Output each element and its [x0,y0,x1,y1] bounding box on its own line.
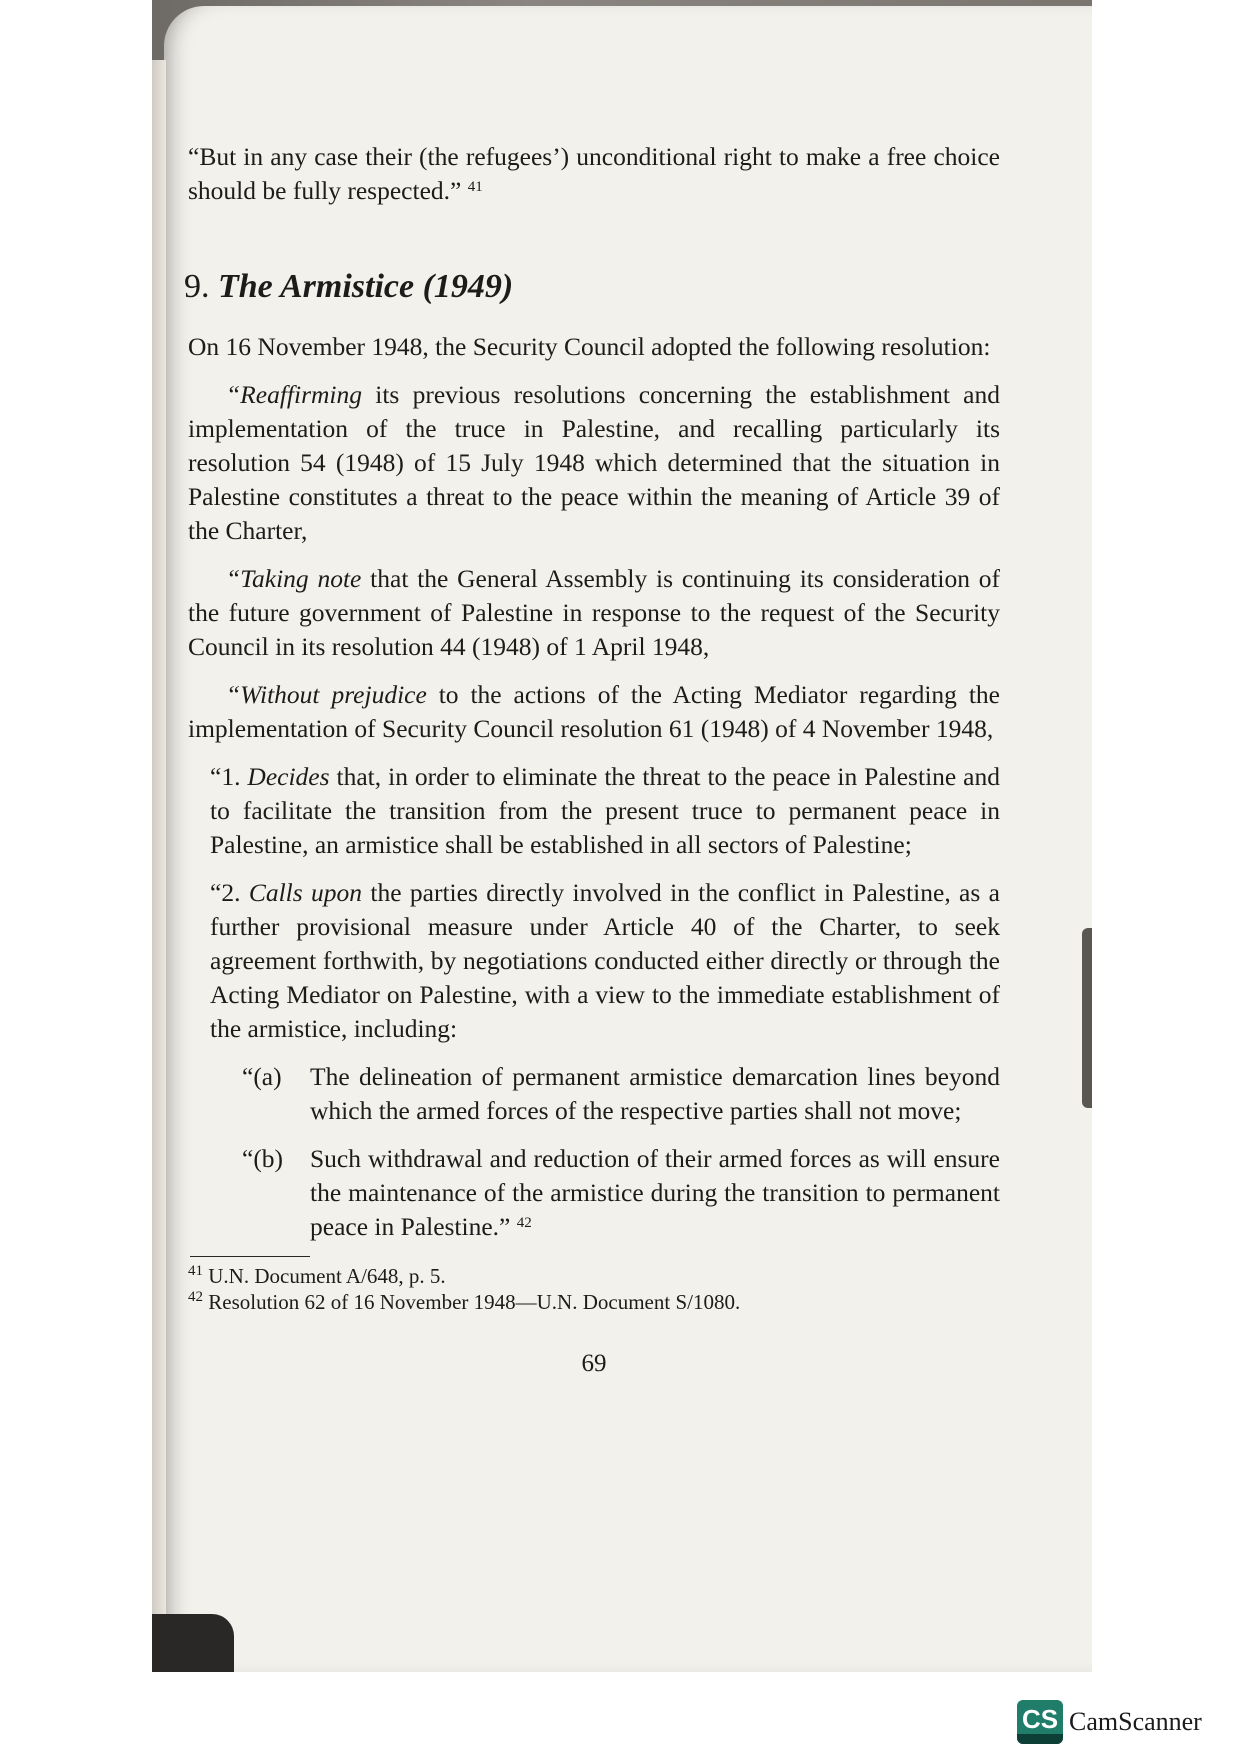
footnote-41-number: 41 [188,1263,203,1279]
footnote-ref-41: 41 [467,179,483,195]
footnote-42-number: 42 [188,1289,203,1305]
item-1-text: that, in order to eliminate the threat to the peace in Palestine and to facilitate the transition from the present truce to permanent peace in Palestine, an armistice shall be established in all sectors of Palestine; [210,762,1001,859]
paragraph-intro: On 16 November 1948, the Security Council adopted the following resolution: [188,332,991,361]
quote-without-prejudice-text: to the actions of the Acting Mediator regarding the implementation of Security Council resolution 61 (1948) of 4 November 1948, [188,680,1001,743]
footnote-41-text: U.N. Document A/648, p. 5. [203,1264,446,1288]
quote-reaffirming-text: its previous resolutions concerning the establishment and implementation of the truce in Palestine, and recalling particularly its resolution 54 (1948) of 15 July 1948 which determined that the situation in Palestine constitutes a threat to the peace within the meaning of Article 39 of the Charter, [188,380,1000,545]
quote-reaffirming [188,378,1000,548]
section-heading [184,270,1000,304]
item-1-number: “1. [210,762,248,791]
quote-reaffirming-em: “Reaffirming [226,380,363,409]
sub-item-b-text: Such withdrawal and reduction of their armed forces as will ensure the maintenance of the armistice during the transition to permanent peace in Palestine.” [310,1144,1000,1241]
camscanner-logo-icon [1017,1700,1063,1744]
page-text [184,140,1001,1381]
quote-taking-note [188,562,1000,664]
camscanner-name: CamScanner [1069,1707,1202,1736]
item-2-number: “2. [210,878,249,907]
quote-without-prejudice-em: “Without prejudice [226,680,427,709]
camscanner-watermark [1017,1700,1202,1744]
intro-quote [188,140,1000,208]
item-1-em: Decides [247,762,330,791]
footnote-42-text: Resolution 62 of 16 November 1948—U.N. Document S/1080. [203,1290,741,1314]
sub-item-b [242,1142,1000,1244]
page-edge [152,60,166,1672]
footnote-41 [188,1263,1000,1289]
footnote-ref-42: 42 [516,1215,532,1231]
thumb-shadow [152,1614,234,1672]
item-2-em: Calls upon [248,878,363,907]
intro-quote-text: “But in any case their (the refugees’) unconditional right to make a free choice should be fully respected.” [188,142,1000,205]
footnote-42 [188,1289,1000,1315]
item-2-text: the parties directly involved in the conflict in Palestine, as a further provisional measure under Article 40 of the Charter, to seek agreement forthwith, by negotiations conducted either directly or through the Acting Mediator on Palestine, with a view to the immediate establishment of the armistice, including: [210,878,1000,1043]
resolution-items [210,760,1000,1060]
quote-without-prejudice [188,678,1000,746]
sub-item-b-label: “(b) [242,1144,284,1173]
quote-taking-note-text: that the General Assembly is continuing its consideration of the future government of Palestine in response to the request of the Security Council in its resolution 44 (1948) of 1 April 1948, [188,564,1000,661]
quote-taking-note-em: “Taking note [226,564,362,593]
sub-item-b-body [310,1142,1000,1244]
sub-item-a [242,1060,1000,1128]
item-2 [210,876,1000,1046]
footnote-divider [190,1256,310,1257]
sub-item-a-label: “(a) [242,1062,282,1091]
page-clip [1082,928,1092,1108]
camscanner-badge-text: CS [1021,1703,1059,1734]
heading-number: 9. [184,268,210,305]
page-number: 69 [581,1350,607,1377]
heading-title: The Armistice (1949) [218,268,514,305]
sub-item-a-text: The delineation of permanent armistice demarcation lines beyond which the armed forces of the respective parties shall not move; [310,1062,1000,1125]
item-1 [210,760,1000,862]
